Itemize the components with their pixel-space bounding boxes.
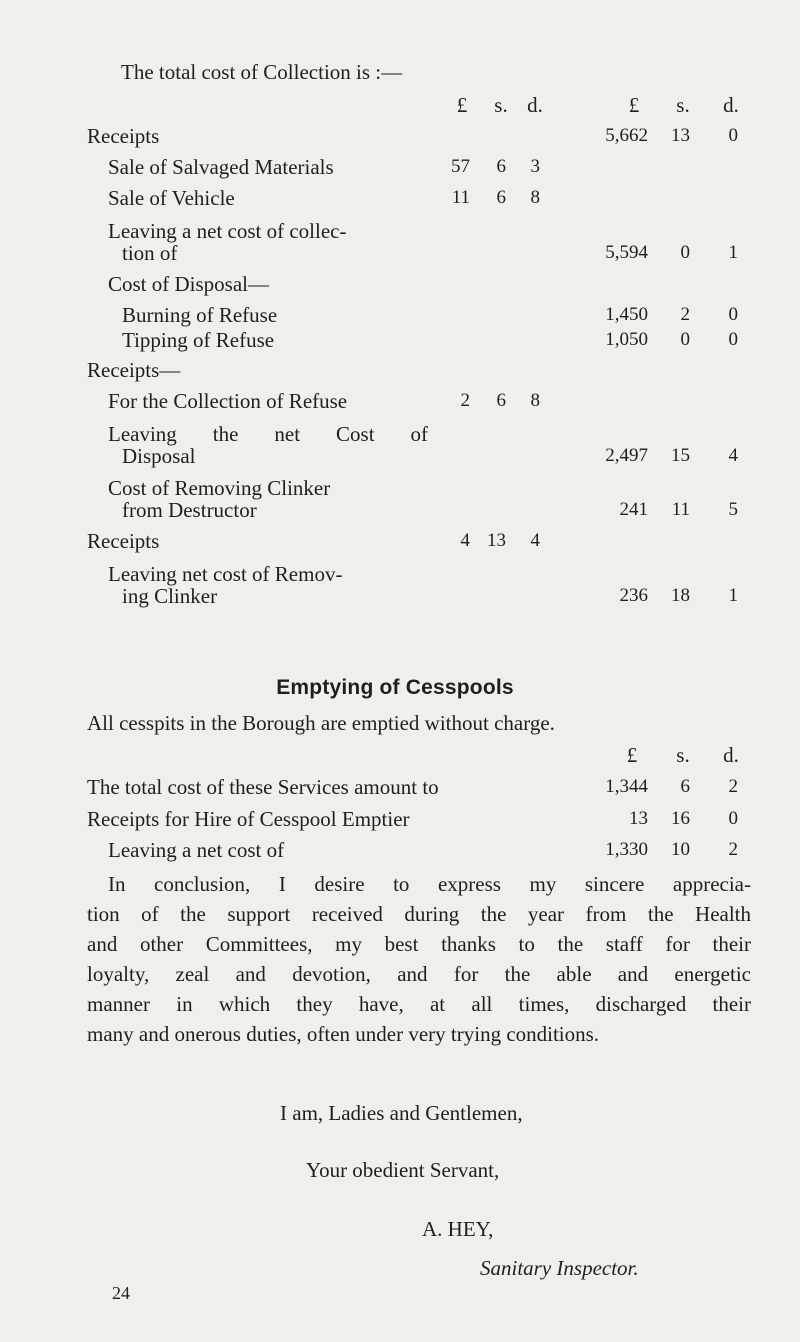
row-shillings-1: 6 xyxy=(496,390,506,411)
row-label: Receipts for Hire of Cesspool Emptier xyxy=(87,807,410,831)
row-label: Leaving a net cost of collec- xyxy=(108,219,347,243)
row-label-continued: tion of xyxy=(122,241,178,265)
header-shillings-1: s. xyxy=(494,93,508,117)
header-pounds-2: £ xyxy=(628,93,640,117)
header-pence-2: d. xyxy=(723,93,739,117)
paragraph-line: tion of the support received during the year from the Health xyxy=(87,902,751,926)
row-label: The total cost of these Services amount to xyxy=(87,775,439,799)
row-pounds-2: 236 xyxy=(619,585,648,606)
row-shillings-2: 0 xyxy=(680,242,690,263)
header-pence-1: d. xyxy=(527,93,543,117)
row-pounds-1: 11 xyxy=(451,187,470,208)
collection-intro: The total cost of Collection is :— xyxy=(121,60,403,84)
row-label: For the Collection of Refuse xyxy=(108,389,348,413)
row-pence: 2 xyxy=(728,839,738,860)
row-shillings: 6 xyxy=(680,776,690,797)
header-pounds: £ xyxy=(626,743,638,767)
page-number: 24 xyxy=(112,1283,130,1303)
row-pounds-1: 2 xyxy=(460,390,470,411)
cesspools-statement: All cesspits in the Borough are emptied without charge. xyxy=(87,711,555,735)
row-label: Receipts xyxy=(87,124,160,148)
row-pence-2: 1 xyxy=(728,242,738,263)
signatory-name: A. HEY, xyxy=(422,1217,494,1241)
row-pence-1: 8 xyxy=(530,390,540,411)
section-heading: Emptying of Cesspools xyxy=(276,676,514,699)
row-label: Leaving net cost of Remov- xyxy=(108,562,343,586)
paragraph-line: and other Committees, my best thanks to the staff for their xyxy=(87,932,751,956)
row-shillings: 10 xyxy=(671,839,690,860)
row-pence-2: 4 xyxy=(728,445,738,466)
row-pence: 2 xyxy=(728,776,738,797)
paragraph-line: many and onerous duties, often under very trying conditions. xyxy=(87,1022,600,1046)
row-shillings-1: 6 xyxy=(496,187,506,208)
row-pence-2: 0 xyxy=(728,329,738,350)
conclusion-paragraph xyxy=(87,869,751,1049)
row-label: Sale of Vehicle xyxy=(108,186,235,210)
row-shillings-2: 15 xyxy=(671,445,690,466)
row-shillings: 16 xyxy=(671,808,690,829)
row-pence-2: 5 xyxy=(728,499,738,520)
row-pence-2: 0 xyxy=(728,125,738,146)
row-label: Receipts— xyxy=(87,358,181,382)
row-pounds-2: 1,050 xyxy=(605,329,648,350)
paragraph-line: loyalty, zeal and devotion, and for the able and energetic xyxy=(87,962,751,986)
row-label-continued: ing Clinker xyxy=(122,584,218,608)
row-pounds-2: 1,450 xyxy=(605,304,648,325)
header-shillings-2: s. xyxy=(676,93,690,117)
row-label: Tipping of Refuse xyxy=(122,328,275,352)
row-pounds: 1,344 xyxy=(605,776,648,797)
row-label: Receipts xyxy=(87,529,160,553)
row-pence-2: 0 xyxy=(728,304,738,325)
header-pence: d. xyxy=(723,743,739,767)
row-pounds-2: 5,662 xyxy=(605,125,648,146)
header-pounds-1: £ xyxy=(456,93,468,117)
row-label: Leaving the net Cost of xyxy=(108,422,428,446)
row-pounds-1: 57 xyxy=(451,156,470,177)
row-label: Burning of Refuse xyxy=(122,303,278,327)
row-label-continued: from Destructor xyxy=(122,498,257,522)
row-pounds-2: 241 xyxy=(619,499,648,520)
row-pounds-2: 5,594 xyxy=(605,242,648,263)
row-pence-1: 4 xyxy=(530,530,540,551)
row-pence-1: 3 xyxy=(530,156,540,177)
row-shillings-1: 6 xyxy=(496,156,506,177)
salutation: I am, Ladies and Gentlemen, xyxy=(280,1101,523,1125)
closing: Your obedient Servant, xyxy=(306,1158,500,1182)
row-label: Leaving a net cost of xyxy=(108,838,285,862)
row-pounds: 13 xyxy=(629,808,648,829)
row-label: Cost of Disposal— xyxy=(108,272,270,296)
row-shillings-2: 2 xyxy=(680,304,690,325)
row-pounds-1: 4 xyxy=(460,530,470,551)
signatory-title: Sanitary Inspector. xyxy=(480,1256,639,1280)
paragraph-line: In conclusion, I desire to express my sincere apprecia- xyxy=(108,872,751,896)
row-label-continued: Disposal xyxy=(122,444,196,468)
row-shillings-2: 18 xyxy=(671,585,690,606)
row-pence: 0 xyxy=(728,808,738,829)
row-pence-1: 8 xyxy=(530,187,540,208)
row-label: Sale of Salvaged Materials xyxy=(108,155,334,179)
row-pounds: 1,330 xyxy=(605,839,648,860)
row-shillings-1: 13 xyxy=(487,530,506,551)
header-shillings: s. xyxy=(676,743,690,767)
row-label: Cost of Removing Clinker xyxy=(108,476,331,500)
row-shillings-2: 13 xyxy=(671,125,690,146)
row-pence-2: 1 xyxy=(728,585,738,606)
row-shillings-2: 0 xyxy=(680,329,690,350)
row-shillings-2: 11 xyxy=(671,499,690,520)
row-pounds-2: 2,497 xyxy=(605,445,648,466)
paragraph-line: manner in which they have, at all times, discharged their xyxy=(87,992,751,1016)
